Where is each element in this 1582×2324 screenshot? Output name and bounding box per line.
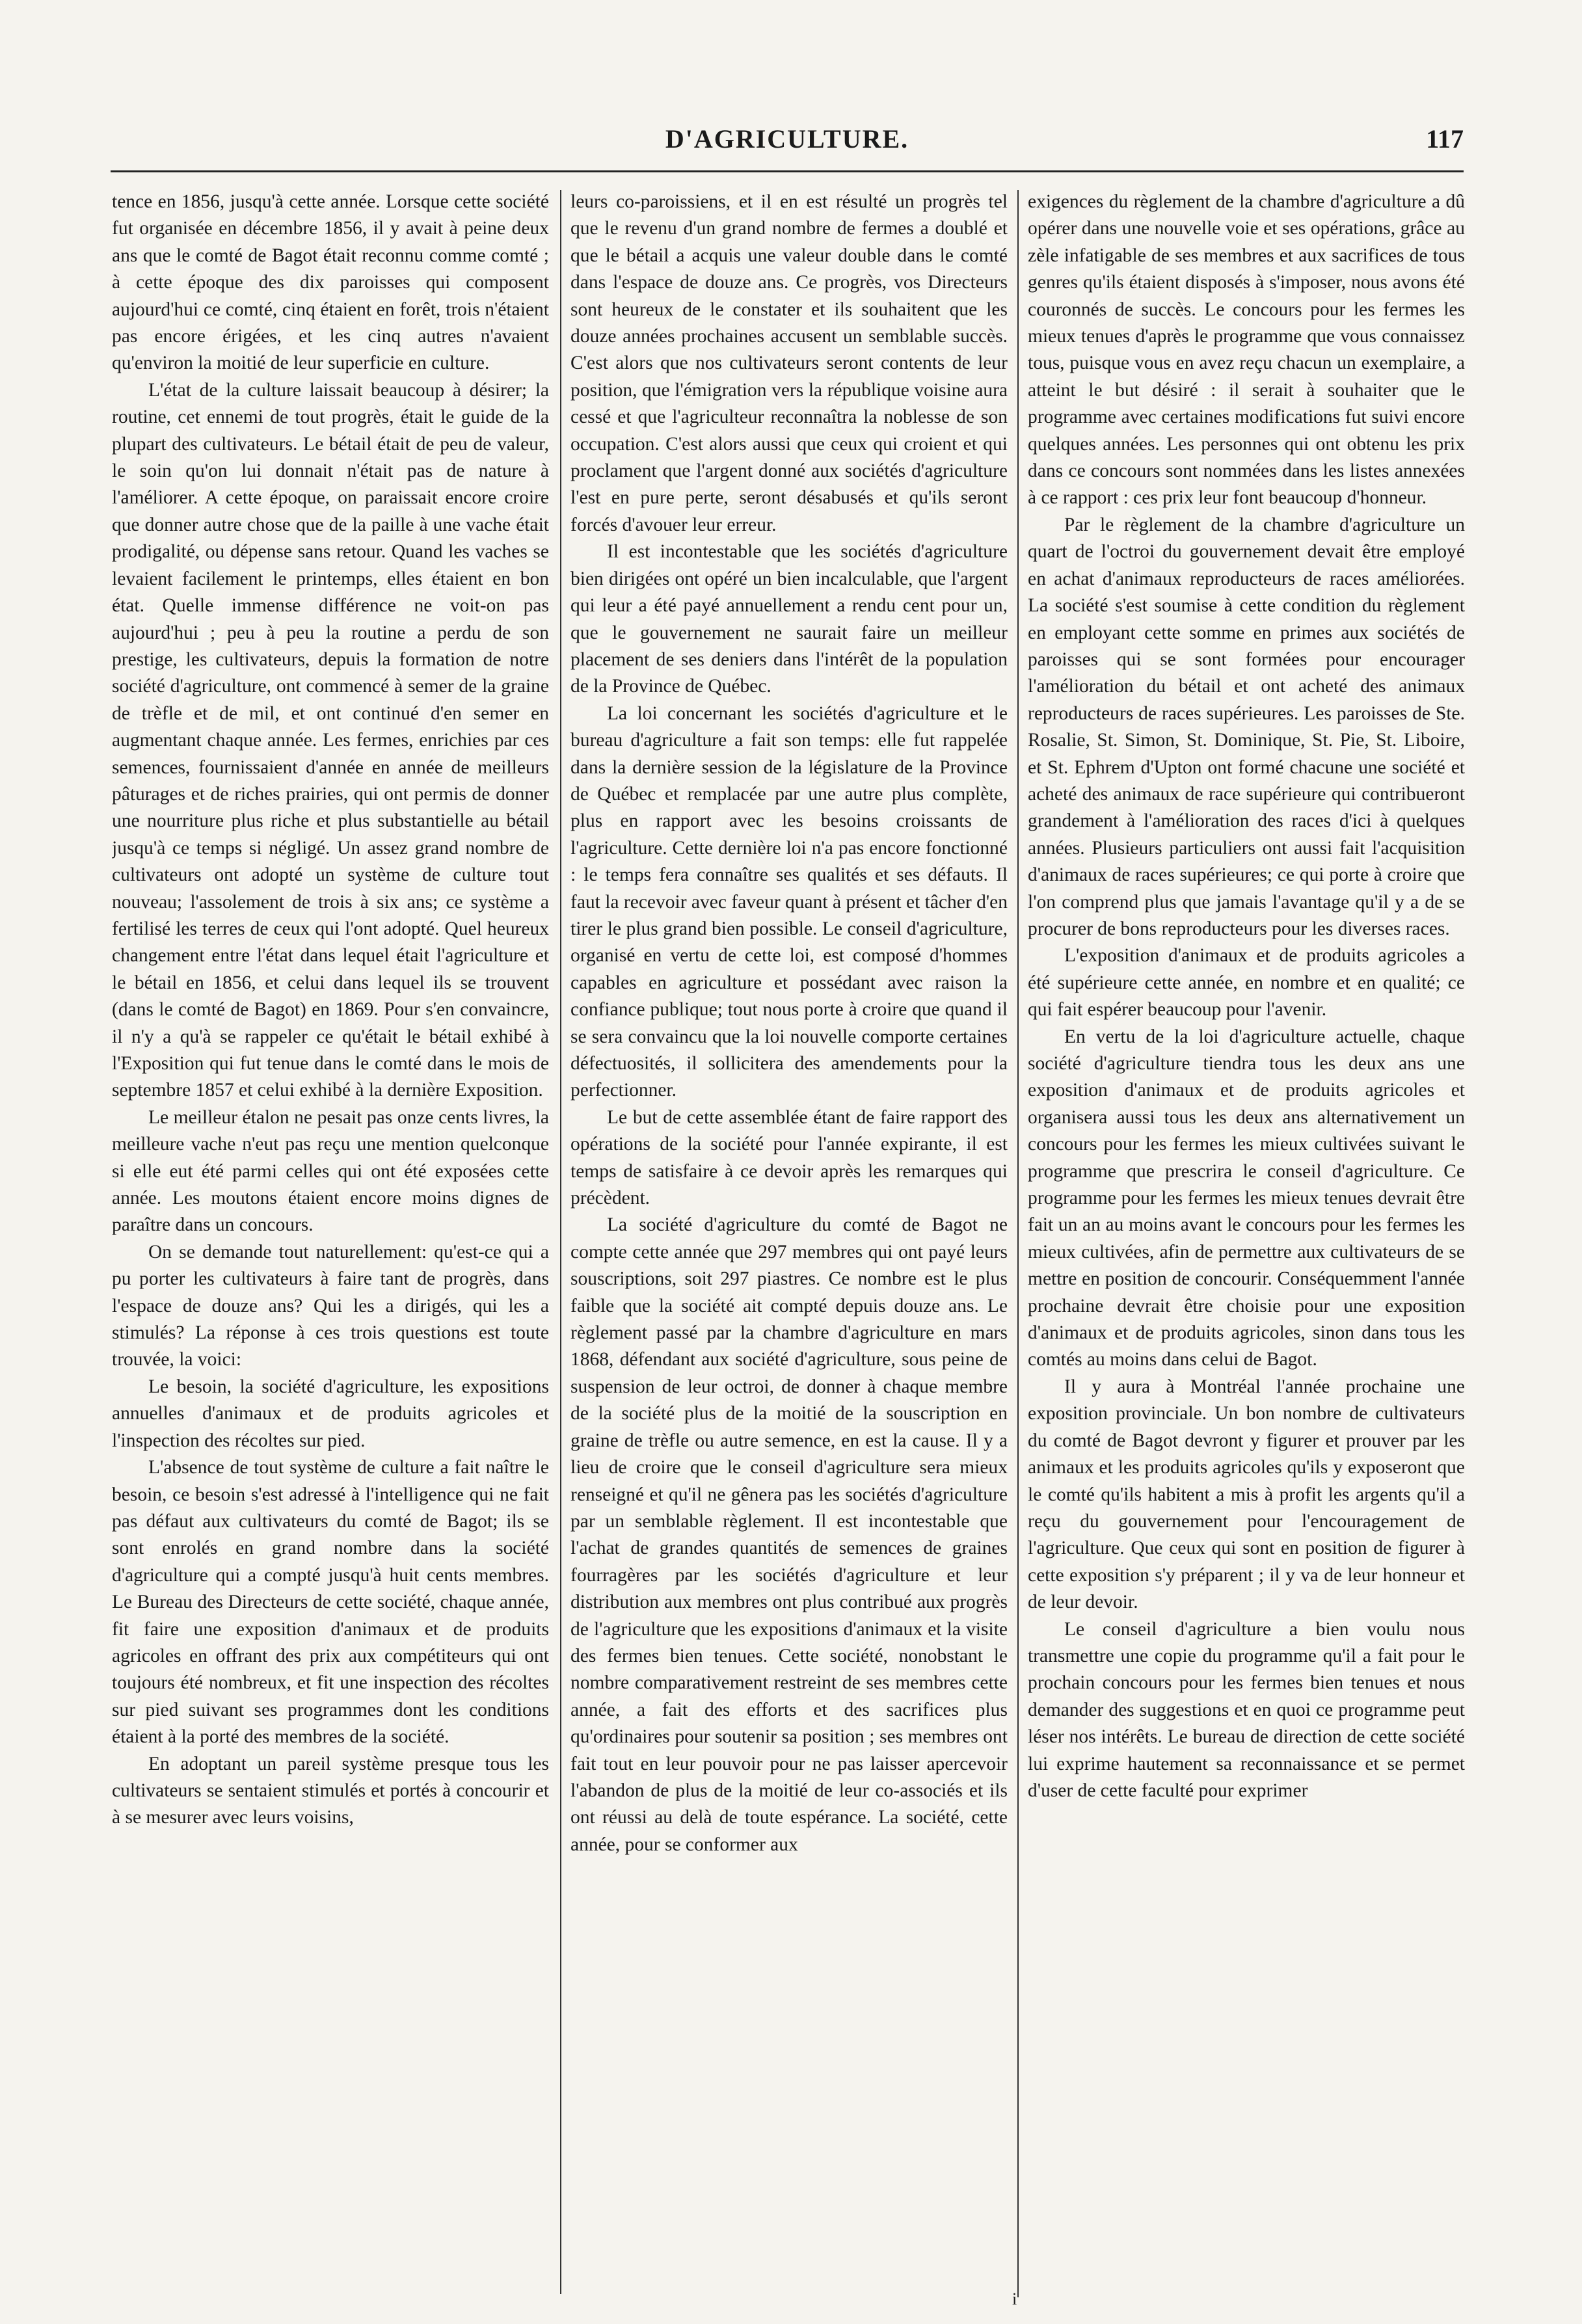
paragraph: L'état de la culture laissait beaucoup à désirer; la routine, cet ennemi de tout progrès, était le guide de la plupart des cultivateurs. Le bétail était de peu de valeur, le soin qu'on lui donnait n'était pas de nature à l'améliorer. A cette époque, on paraissait encore croire que donner autre chose que de la paille à une vache était prodigalité, ou dépense sans retour. Quand les vaches se levaient facilement le printemps, elles étaient en bon état. Quelle immense différence ne voit-on pas aujourd'hui ; peu à peu la routine a perdu de son prestige, les cultivateurs, depuis la formation de notre société d'agriculture, ont commencé à semer de la graine de trèfle et de mil, et ont continué d'en semer en augmentant chaque année. Les fermes, enrichies par ces semences, fournissaient d'année en année de meilleurs pâturages et de riches prairies, qui ont permis de donner une nourriture plus riche et plus substantielle au bétail jusqu'à ce temps si négligé. Un assez grand nombre de cultivateurs ont adopté un système de culture tout nouveau; l'assolement de trois à six ans; ce système a fertilisé les terres de ceux qui l'ont adopté. Quel heureux changement entre l'état dans lequel était l'agriculture et le bétail en 1856, et celui dans lequel ils se trouvent (dans le comté de Bagot) en 1869. Pour s'en convaincre, il n'y a qu'à se rappeler ce qu'était le bétail exhibé à l'Exposition qui fut tenue dans le comté dans le mois de septembre 1857 et celui exhibé à la dernière Exposition. <box>112 379 549 1101</box>
header-rule <box>111 170 1464 172</box>
paragraph: La société d'agriculture du comté de Bagot ne compte cette année que 297 membres qui ont payé leurs souscriptions, soit 297 piastres. Ce nombre est le plus faible que la société ait compté depuis douze ans. Le règlement passé par la chambre d'agriculture en mars 1868, défendant aux société d'agriculture, sous peine de suspension de leur octroi, de donner à chaque membre de la société plus de la moitié de la souscription en graine de trèfle ou autre semence, en est la cause. Il y a lieu de croire que le conseil d'agriculture sera mieux renseigné et qu'il ne gênera pas les sociétés d'agriculture par un semblable règlement. Il est incontestable que l'achat de grandes quantités de semences de graines fourragères par les sociétés d'agriculture et leur distribution aux membres ont plus contribué aux progrès de l'agriculture que les expositions d'animaux et la visite des fermes bien tenues. Cette société, nonobstant le nombre comparativement restreint de ses membres cette année, a fait des efforts et des sacrifices plus qu'ordinaires pour soutenir sa position ; ses membres ont fait tout en leur pouvoir pour ne pas laisser apercevoir l'abandon de plus de la moitié de leur co-associés et ils ont réussi au delà de toute espérance. La société, cette année, pour se conformer aux <box>570 1214 1008 1855</box>
paragraph: Le but de cette assemblée étant de faire rapport des opérations de la société pour l'année expirante, il est temps de satisfaire à ce devoir après les remarques qui précèdent. <box>570 1106 1008 1209</box>
column-1 <box>112 189 549 2283</box>
paragraph: leurs co-paroissiens, et il en est résulté un progrès tel que le revenu d'un grand nombre de fermes a doublé et que le bétail a acquis une valeur double dans le comté dans l'espace de douze ans. Ce progrès, vos Directeurs sont heureux de le constater et ils souhaitent que les douze années prochaines accusent un semblable succès. C'est alors que nos cultivateurs seront contents de leur position, que l'émigration vers la république voisine aura cessé et que l'agriculteur reconnaîtra la noblesse de son occupation. C'est alors aussi que ceux qui croient et qui proclament que l'argent donné aux sociétés d'agriculture l'est en pure perte, seront désabusés et qu'ils seront forcés d'avouer leur erreur. <box>570 191 1008 535</box>
paragraph: La loi concernant les sociétés d'agriculture et le bureau d'agriculture a fait son temps: elle fut rappelée dans la dernière session de la législature de la Province de Québec et remplacée par une autre plus complète, plus en rapport avec les besoins croissants de l'agriculture. Cette dernière loi n'a pas encore fonctionné : le temps fera connaître ses qualités et ses défauts. Il faut la recevoir avec faveur quant à présent et tâcher d'en tirer le plus grand bien possible. Le conseil d'agriculture, organisé en vertu de cette loi, est composé d'hommes capables en agriculture et possédant avec raison la confiance publique; tout nous porte à croire que quand il se sera convaincu que la loi nouvelle comporte certaines défectuosités, il sollicitera des amendements pour la perfectionner. <box>570 702 1008 1101</box>
column-3 <box>1028 189 1465 2283</box>
paragraph: Le meilleur étalon ne pesait pas onze cents livres, la meilleure vache n'eut pas reçu une mention quelconque si elle eut été parmi celles qui ont été exposées cette année. Les moutons étaient encore moins dignes de paraître dans un concours. <box>112 1106 549 1236</box>
paragraph: tence en 1856, jusqu'à cette année. Lorsque cette société fut organisée en décembre 1856, il y avait à peine deux ans que le comté de Bagot était reconnu comme comté ; à cette époque des dix paroisses qui composent aujourd'hui ce comté, cinq étaient en forêt, trois n'étaient pas encore érigées, et les cinq autres n'avaient qu'environ la moitié de leur superficie en culture. <box>112 191 549 374</box>
column-divider <box>560 190 561 2294</box>
paragraph: exigences du règlement de la chambre d'agriculture a dû opérer dans une nouvelle voie et ses opérations, grâce au zèle infatigable de ses membres et aux sacrifices de tous genres qu'ils étaient disposés à s'imposer, nous avons été couronnés de succès. Le concours pour les fermes les mieux tenues d'après le programme que vous connaissez tous, puisque vous en avez reçu chacun un exemplaire, a atteint le but désiré : il serait à souhaiter que le programme avec certaines modifications fut suivi encore quelques années. Les personnes qui ont obtenu les prix dans ce concours sont nommées dans les listes annexées à ce rapport : ces prix leur font beaucoup d'honneur. <box>1028 191 1465 509</box>
paragraph: L'absence de tout système de culture a fait naître le besoin, ce besoin s'est adressé à l'intelligence qui ne fait pas défaut aux cultivateurs du comté de Bagot; ils se sont enrolés en grand nombre dans la société d'agriculture qui a compté jusqu'à huit cents membres. Le Bureau des Directeurs de cette société, chaque année, fit faire une exposition d'animaux et de produits agricoles en offrant des prix aux compétiteurs qui ont toujours été nombreux, et fit une inspection des récoltes sur pied suivant ses programmes dont les conditions étaient à la porté des membres de la société. <box>112 1457 549 1748</box>
paragraph: L'exposition d'animaux et de produits agricoles a été supérieure cette année, en nombre et en qualité; ce qui fait espérer beaucoup pour l'avenir. <box>1028 945 1465 1021</box>
running-title: D'AGRICULTURE. <box>665 124 909 154</box>
paragraph: En adoptant un pareil système presque tous les cultivateurs se sentaient stimulés et portés à concourir et à se mesurer avec leurs voisins, <box>112 1753 549 1828</box>
paragraph: On se demande tout naturellement: qu'est-ce qui a pu porter les cultivateurs à faire tant de progrès, dans l'espace de douze ans? Qui les a dirigés, qui les a stimulés? La réponse à ces trois questions est toute trouvée, la voici: <box>112 1241 549 1370</box>
footer-mark: i <box>1012 2290 1017 2308</box>
paragraph: Il est incontestable que les sociétés d'agriculture bien dirigées ont opéré un bien incalculable, que l'argent qui leur a été payé annuellement a rendu cent pour un, que le gouvernement ne saurait faire un meilleur placement de ses deniers dans l'intérêt de la population de la Province de Québec. <box>570 541 1008 697</box>
paragraph: Il y aura à Montréal l'année prochaine une exposition provinciale. Un bon nombre de cultivateurs du comté de Bagot devront y figurer et prouver par les animaux et les produits agricoles qu'ils y exposeront que le comté qu'ils habitent a mis à profit les argents qu'il a reçu du gouvernement pour l'encouragement de l'agriculture. Que ceux qui sont en position de figurer à cette exposition s'y préparent ; il y va de leur honneur et de leur devoir. <box>1028 1376 1465 1613</box>
paragraph: Le besoin, la société d'agriculture, les expositions annuelles d'animaux et de produits agricoles et l'inspection des récoltes sur pied. <box>112 1376 549 1451</box>
paragraph: Par le règlement de la chambre d'agriculture un quart de l'octroi du gouvernement devait être employé en achat d'animaux reproducteurs de races améliorées. La société s'est soumise à cette condition du règlement en employant cette somme en primes aux sociétés de paroisses qui se sont formées pour encourager l'amélioration du bétail et ont acheté des animaux reproducteurs de races supérieures. Les paroisses de Ste. Rosalie, St. Simon, St. Dominique, St. Pie, St. Liboire, et St. Ephrem d'Upton ont formé chacune une société et acheté des animaux de race supérieure qui contribueront grandement à l'amélioration des races d'ici à quelques années. Plusieurs particuliers ont aussi fait l'acquisition d'animaux de races supérieures; ce qui porte à croire que l'on comprend plus que jamais l'avantage qu'il y a de se procurer de bons reproducteurs pour les diverses races. <box>1028 514 1465 939</box>
paragraph: En vertu de la loi d'agriculture actuelle, chaque société d'agriculture tiendra tous les deux ans une exposition d'animaux et de produits agricoles et organisera aussi tous les deux ans alternativement un concours pour les fermes les mieux cultivées suivant le programme que prescrira le conseil d'agriculture. Ce programme pour les fermes les mieux tenues devrait être fait un an au moins avant le concours pour les fermes les mieux cultivées, afin de permettre aux cultivateurs de se mettre en position de concourir. Conséquemment l'année prochaine devrait être choisie pour une exposition d'animaux et de produits agricoles, sinon dans tous les comtés au moins dans celui de Bagot. <box>1028 1026 1465 1370</box>
column-divider <box>1017 190 1019 2297</box>
page-number: 117 <box>1426 124 1464 154</box>
paragraph: Le conseil d'agriculture a bien voulu nous transmettre une copie du programme qu'il a fait pour le prochain concours pour les fermes bien tenues et nous demander des suggestions et en quoi ce programme peut léser nos intérêts. Le bureau de direction de cette société lui exprime hautement sa reconnaissance et se permet d'user de cette faculté pour exprimer <box>1028 1618 1465 1801</box>
page-header <box>111 124 1464 169</box>
column-2 <box>570 189 1008 2283</box>
